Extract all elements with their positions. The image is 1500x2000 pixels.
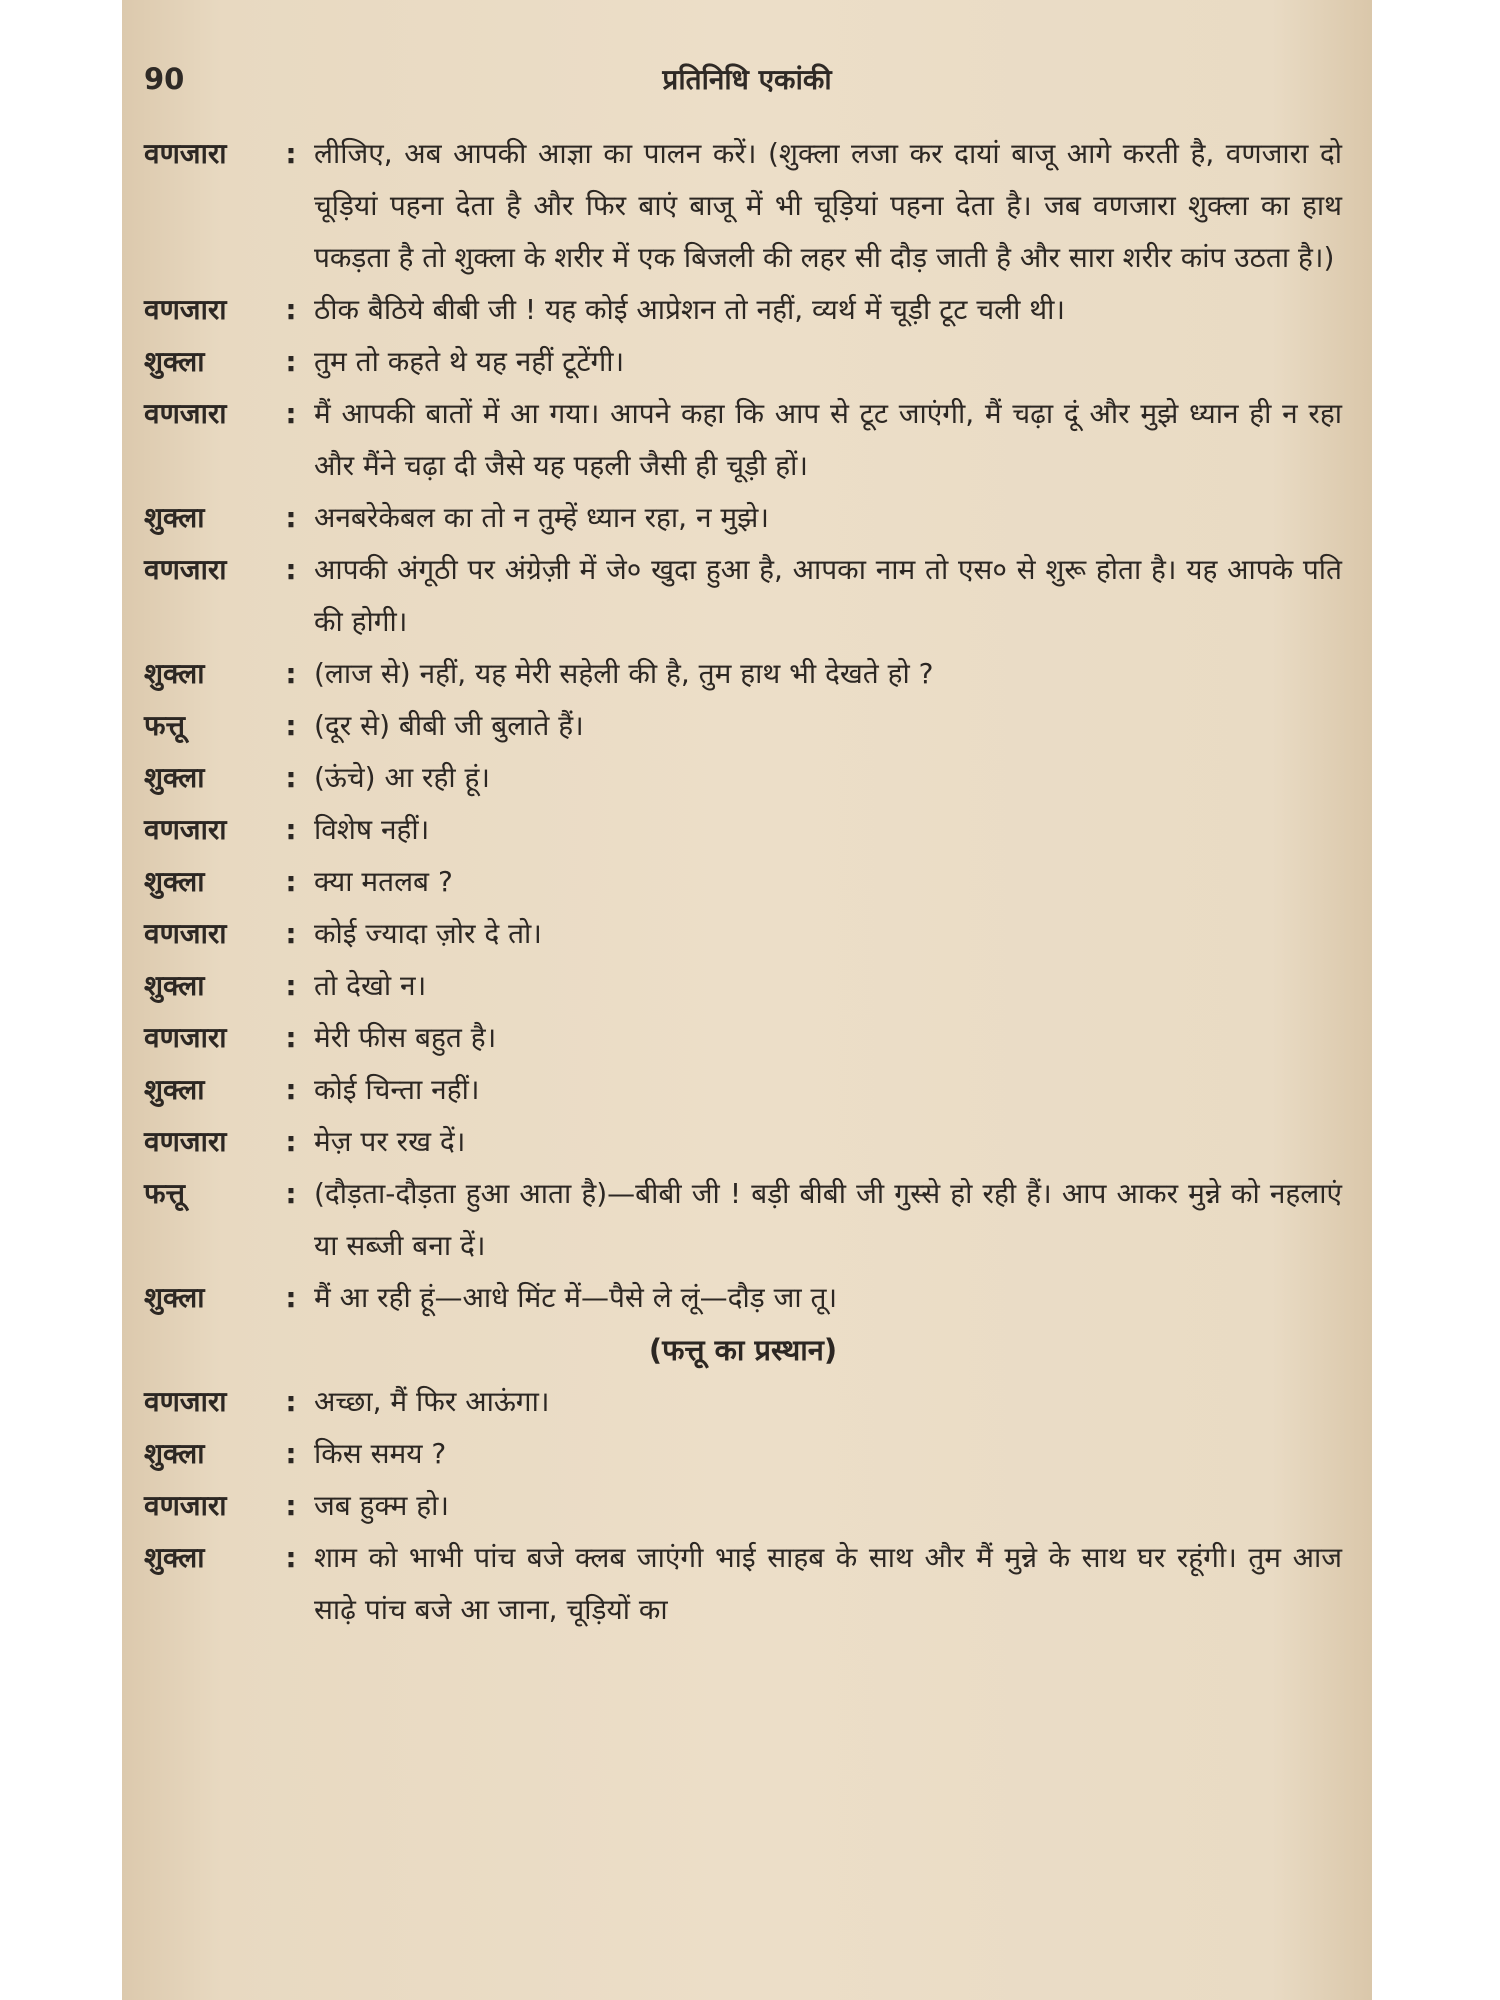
speaker-name: वणजारा bbox=[144, 137, 227, 170]
speaker-name: शुक्ला bbox=[144, 1281, 205, 1314]
running-title: प्रतिनिधि एकांकी bbox=[662, 63, 832, 96]
speaker-name: शुक्ला bbox=[144, 345, 205, 378]
dialogue-line bbox=[144, 960, 1342, 1012]
speaker-colon: : bbox=[285, 969, 297, 1002]
speaker-colon: : bbox=[285, 1021, 297, 1054]
dialogue-text: क्या मतलब ? bbox=[314, 865, 453, 898]
speaker-colon: : bbox=[285, 553, 297, 586]
dialogue-line bbox=[144, 544, 1342, 648]
dialogue-line bbox=[144, 1272, 1342, 1324]
dialogue-line bbox=[144, 752, 1342, 804]
dialogue-line bbox=[144, 284, 1342, 336]
speaker-colon: : bbox=[285, 1073, 297, 1106]
dialogue-text: (दौड़ता-दौड़ता हुआ आता है)—बीबी जी ! बड़ी बीबी जी गुस्से हो रही हैं। आप आकर मुन्ने को नहलाएं या सब्जी बना दें। bbox=[314, 1177, 1342, 1262]
speaker-colon: : bbox=[285, 137, 297, 170]
speaker-colon: : bbox=[285, 501, 297, 534]
dialogue-line bbox=[144, 336, 1342, 388]
dialogue-text: मैं आ रही हूं—आधे मिंट में—पैसे ले लूं—दौड़ जा तू। bbox=[314, 1281, 838, 1314]
dialogue-text: (ऊंचे) आ रही हूं। bbox=[314, 761, 490, 794]
speaker-colon: : bbox=[285, 1385, 297, 1418]
dialogue-text: मैं आपकी बातों में आ गया। आपने कहा कि आप से टूट जाएंगी, मैं चढ़ा दूं और मुझे ध्यान ही न रहा और मैंने चढ़ा दी जैसे यह पहली जैसी ही चूड़ी हों। bbox=[314, 397, 1342, 482]
speaker-colon: : bbox=[285, 813, 297, 846]
dialogue-text: (दूर से) बीबी जी बुलाते हैं। bbox=[314, 709, 584, 742]
speaker-colon: : bbox=[285, 397, 297, 430]
dialogue-text: तुम तो कहते थे यह नहीं टूटेंगी। bbox=[314, 345, 625, 378]
speaker-colon: : bbox=[285, 1541, 297, 1574]
dialogue-block bbox=[144, 128, 1342, 1636]
speaker-colon: : bbox=[285, 657, 297, 690]
dialogue-line bbox=[144, 1428, 1342, 1480]
dialogue-text: आपकी अंगूठी पर अंग्रेज़ी में जे० खुदा हुआ है, आपका नाम तो एस० से शुरू होता है। यह आपके पति की होगी। bbox=[314, 553, 1342, 638]
dialogue-text: (लाज से) नहीं, यह मेरी सहेली की है, तुम हाथ भी देखते हो ? bbox=[314, 657, 934, 690]
speaker-name: शुक्ला bbox=[144, 1541, 205, 1574]
speaker-name: शुक्ला bbox=[144, 969, 205, 1002]
dialogue-text: जब हुक्म हो। bbox=[314, 1489, 450, 1522]
dialogue-text: किस समय ? bbox=[314, 1437, 447, 1470]
dialogue-text: ठीक बैठिये बीबी जी ! यह कोई आप्रेशन तो नहीं, व्यर्थ में चूड़ी टूट चली थी। bbox=[314, 293, 1065, 326]
speaker-name: शुक्ला bbox=[144, 1437, 205, 1470]
dialogue-text: तो देखो न। bbox=[314, 969, 427, 1002]
dialogue-text: विशेष नहीं। bbox=[314, 813, 430, 846]
dialogue-line bbox=[144, 804, 1342, 856]
speaker-name: वणजारा bbox=[144, 1125, 227, 1158]
dialogue-text: कोई ज्यादा ज़ोर दे तो। bbox=[314, 917, 542, 950]
dialogue-line bbox=[144, 1116, 1342, 1168]
speaker-colon: : bbox=[285, 1437, 297, 1470]
dialogue-line bbox=[144, 908, 1342, 960]
dialogue-line bbox=[144, 1168, 1342, 1272]
dialogue-text: मेज़ पर रख दें। bbox=[314, 1125, 466, 1158]
speaker-name: वणजारा bbox=[144, 1021, 227, 1054]
dialogue-text: मेरी फीस बहुत है। bbox=[314, 1021, 497, 1054]
speaker-name: वणजारा bbox=[144, 553, 227, 586]
speaker-name: वणजारा bbox=[144, 813, 227, 846]
dialogue-line bbox=[144, 856, 1342, 908]
book-page bbox=[122, 0, 1372, 2000]
dialogue-line bbox=[144, 1064, 1342, 1116]
dialogue-line bbox=[144, 700, 1342, 752]
page-header bbox=[122, 58, 1372, 98]
speaker-colon: : bbox=[285, 709, 297, 742]
dialogue-line bbox=[144, 1532, 1342, 1636]
speaker-colon: : bbox=[285, 1489, 297, 1522]
speaker-name: वणजारा bbox=[144, 397, 227, 430]
dialogue-line bbox=[144, 1012, 1342, 1064]
speaker-colon: : bbox=[285, 865, 297, 898]
speaker-name: वणजारा bbox=[144, 293, 227, 326]
dialogue-line bbox=[144, 1480, 1342, 1532]
speaker-name: फत्तू bbox=[144, 709, 185, 742]
dialogue-text: शाम को भाभी पांच बजे क्लब जाएंगी भाई साहब के साथ और मैं मुन्ने के साथ घर रहूंगी। तुम आज साढ़े पांच बजे आ जाना, चूड़ियों का bbox=[314, 1541, 1342, 1626]
dialogue-line bbox=[144, 1376, 1342, 1428]
speaker-colon: : bbox=[285, 345, 297, 378]
speaker-name: शुक्ला bbox=[144, 657, 205, 690]
speaker-colon: : bbox=[285, 917, 297, 950]
dialogue-line bbox=[144, 648, 1342, 700]
speaker-name: शुक्ला bbox=[144, 1073, 205, 1106]
dialogue-text: कोई चिन्ता नहीं। bbox=[314, 1073, 480, 1106]
dialogue-line bbox=[144, 388, 1342, 492]
speaker-colon: : bbox=[285, 1177, 297, 1210]
speaker-name: वणजारा bbox=[144, 1385, 227, 1418]
speaker-name: शुक्ला bbox=[144, 761, 205, 794]
page-number: 90 bbox=[144, 62, 185, 96]
speaker-name: वणजारा bbox=[144, 1489, 227, 1522]
speaker-colon: : bbox=[285, 293, 297, 326]
speaker-name: वणजारा bbox=[144, 917, 227, 950]
dialogue-text: अच्छा, मैं फिर आऊंगा। bbox=[314, 1385, 550, 1418]
speaker-name: शुक्ला bbox=[144, 865, 205, 898]
speaker-colon: : bbox=[285, 1281, 297, 1314]
speaker-name: शुक्ला bbox=[144, 501, 205, 534]
dialogue-line bbox=[144, 492, 1342, 544]
stage-direction: (फत्तू का प्रस्थान) bbox=[648, 1333, 838, 1367]
speaker-colon: : bbox=[285, 761, 297, 794]
speaker-colon: : bbox=[285, 1125, 297, 1158]
speaker-name: फत्तू bbox=[144, 1177, 185, 1210]
dialogue-text: अनबरेकेबल का तो न तुम्हें ध्यान रहा, न मुझे। bbox=[314, 501, 769, 534]
dialogue-line bbox=[144, 128, 1342, 284]
dialogue-text: लीजिए, अब आपकी आज्ञा का पालन करें। (शुक्ला लजा कर दायां बाजू आगे करती है, वणजारा दो चूड़ियां पहना देता है और फिर बाएं बाजू में भी चूड़ियां पहना देता है। जब वणजारा शुक्ला का हाथ पकड़ता है तो शुक्ला के शरीर में एक बिजली की लहर सी दौड़ जाती है और सारा शरीर कांप उठता है।) bbox=[314, 137, 1342, 274]
